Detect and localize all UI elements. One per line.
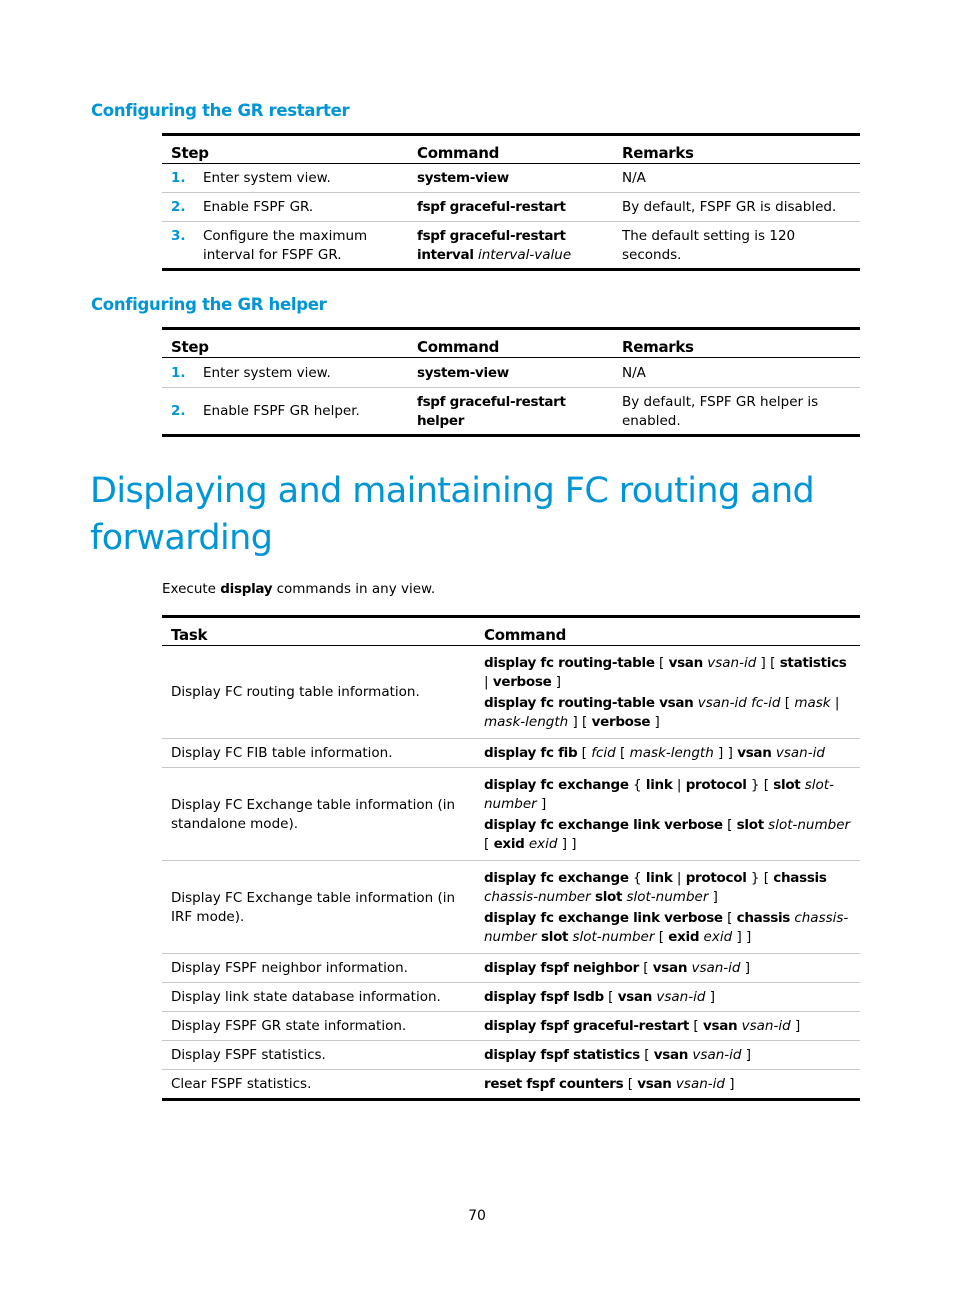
command-keyword: vsan [668,655,703,671]
intro-text: commands in any view. [272,581,436,597]
table-row [162,164,860,193]
chapter-title: Displaying and maintaining FC routing and forwarding [90,471,815,558]
command-keyword: display fc routing-table [484,655,655,671]
command-text: ] [551,673,562,690]
command-keyword: display fc routing-table vsan [484,695,694,711]
table-row [162,358,860,388]
command-keyword: link [645,870,673,886]
command-keyword: display fspf neighbor [484,960,639,977]
table-row [162,388,860,436]
table-row [162,768,860,861]
command-keyword: protocol [685,777,747,793]
task-cell: Display FC FIB table information. [162,739,475,768]
command-text: [ [484,835,494,852]
step-text: Configure the maximum interval for FSPF GR. [203,228,368,263]
command-argument: mask [794,695,831,711]
command-keyword: display fspf lsdb [484,989,604,1006]
column-header-step: Step [162,135,408,164]
command-keyword: slot [594,888,623,905]
command-keyword: display fc fib [484,745,578,762]
step-text: Enter system view. [203,170,331,187]
command-argument: vsan-id [775,745,825,762]
command-keyword: fspf graceful-restart [417,199,566,216]
command-text: ] [790,1018,801,1035]
command-cell [475,739,860,768]
command-keyword: vsan [637,1076,672,1092]
command-cell [475,861,860,954]
task-cell: Clear FSPF statistics. [171,1076,312,1092]
command-text: [ [577,745,592,762]
command-argument: slot-number [572,928,655,945]
command-argument: slot-number [768,817,851,833]
command-keyword: vsan [702,1018,738,1035]
step-cell [162,193,408,222]
task-cell: Display FC Exchange table information (in IRF mode). [162,861,475,954]
command-text: | [672,870,686,886]
step-cell [162,164,408,193]
task-cell: Display FC Exchange table information (in standalone mode). [162,768,475,861]
command-text: } [ [746,777,774,793]
command-keyword: display fspf graceful-restart [484,1018,690,1035]
command-keyword: protocol [685,870,747,886]
intro-text: Execute [162,581,221,597]
command-text: ] [536,795,547,812]
column-header-task: Task [162,617,475,646]
command-keyword: system-view [417,170,509,187]
task-cell: Display FSPF statistics. [162,1041,475,1070]
command-argument: mask-length [629,745,714,762]
command-text: ] ] [713,745,738,762]
intro-paragraph [162,581,435,597]
command-text: ] [740,960,751,977]
section-title-gr-helper: Configuring the GR helper [91,295,327,314]
command-cell [475,1070,860,1100]
command-cell [475,768,860,861]
command-keyword: chassis [736,910,791,926]
command-text: { [628,870,646,886]
table-row [162,193,860,222]
step-number: 3. [171,228,186,244]
command-text: [ [654,655,669,671]
gr-helper-table [162,327,860,437]
command-keyword: display fspf statistics [484,1047,640,1064]
command-cell [408,388,613,436]
display-commands-table [162,615,860,1101]
task-cell: Display FSPF GR state information. [162,1012,475,1041]
command-argument: slot-number [484,777,834,812]
command-text: { [628,777,646,793]
step-cell [162,358,408,388]
command-cell [475,646,860,739]
column-header-command: Command [408,329,613,358]
command-keyword: display fc exchange [484,870,629,886]
table-row [162,1070,860,1100]
command-cell [475,954,860,983]
column-header-remarks: Remarks [613,329,860,358]
command-text: ] [ [568,713,592,730]
table-row [162,1012,860,1041]
page-number: 70 [468,1208,486,1224]
intro-keyword: display [220,581,273,597]
column-header-command: Command [408,135,613,164]
command-cell [475,983,860,1012]
table-row [162,983,860,1012]
remarks-cell: By default, FSPF GR is disabled. [613,193,860,222]
command-keyword: exid [493,835,525,852]
table-row [162,739,860,768]
command-keyword: verbose [492,673,552,690]
command-argument: exid [528,835,558,852]
command-keyword: display fc exchange link verbose [484,817,723,833]
step-number: 1. [171,170,186,187]
command-argument: interval-value [477,246,572,263]
command-cell [475,1041,860,1070]
step-cell [162,388,408,436]
command-argument: vsan-id [656,989,706,1006]
command-keyword: chassis [773,870,827,886]
command-keyword: link [645,777,673,793]
command-text: ] [741,1047,752,1064]
command-keyword: vsan [617,989,653,1006]
command-argument: vsan-id [691,960,741,977]
command-keyword: verbose [591,713,651,730]
command-cell [408,164,613,193]
table-row [162,1041,860,1070]
step-text: Enter system view. [203,364,331,381]
command-keyword: vsan [653,1047,689,1064]
table-row [162,861,860,954]
command-text: ] [ [756,655,780,671]
command-keyword: slot [773,777,801,793]
command-text: [ [722,817,737,833]
step-text: Enable FSPF GR. [203,199,314,216]
task-cell: Display FC routing table information. [162,646,475,739]
command-text: | [484,673,493,690]
command-text: ] [708,888,718,905]
step-number: 1. [171,364,186,381]
command-text: [ [654,928,669,945]
command-argument: vsan-id [741,1018,791,1035]
command-keyword: fspf graceful-restart helper [417,394,566,429]
column-header-step: Step [162,329,408,358]
command-cell [408,193,613,222]
command-argument: exid [703,928,733,945]
section-title-gr-restarter: Configuring the GR restarter [91,101,350,120]
command-argument: vsan-id fc-id [697,695,781,711]
command-text: ] ] [557,835,577,852]
command-argument: vsan-id [707,655,757,671]
command-cell [408,358,613,388]
command-text: [ [780,695,795,711]
command-text: | [830,695,840,711]
command-text: ] [724,1076,735,1092]
table-row [162,646,860,739]
command-keyword: vsan [737,745,772,762]
command-keyword: system-view [417,364,509,381]
command-text: [ [638,960,653,977]
table-row [162,222,860,270]
command-keyword: reset fspf counters [484,1076,624,1092]
command-cell [408,222,613,270]
remarks-cell: By default, FSPF GR helper is enabled. [622,394,819,429]
command-keyword: exid [668,928,700,945]
command-keyword: statistics [779,655,847,671]
command-text: [ [615,745,630,762]
command-keyword: slot [541,928,569,945]
column-header-remarks: Remarks [613,135,860,164]
command-argument: vsan-id [692,1047,742,1064]
command-argument: fcid [591,745,616,762]
command-argument: chassis-number [484,910,849,945]
command-text: ] ] [732,928,752,945]
step-text: Enable FSPF GR helper. [203,403,360,420]
table-row [162,954,860,983]
command-text: [ [689,1018,703,1035]
command-text: ] [705,989,715,1006]
command-text: } [ [746,870,774,886]
task-cell: Display FSPF neighbor information. [162,954,475,983]
command-keyword: fspf graceful-restart interval [417,228,566,263]
command-argument: vsan-id [675,1076,725,1092]
command-keyword: display fc exchange link verbose [484,910,723,926]
command-argument: chassis-number [484,888,591,905]
command-argument: mask-length [484,713,569,730]
command-text: [ [603,989,618,1006]
command-cell [475,1012,860,1041]
step-number: 2. [171,199,186,216]
command-keyword: slot [736,817,764,833]
command-text: | [672,777,686,793]
column-header-command: Command [475,617,860,646]
remarks-cell: N/A [613,164,860,193]
step-cell [162,222,408,270]
remarks-cell: The default setting is 120 seconds. [622,228,796,263]
task-cell: Display link state database information. [162,983,475,1012]
gr-restarter-table [162,133,860,271]
step-number: 2. [171,403,186,420]
command-keyword: display fc exchange [484,777,629,793]
command-argument: slot-number [626,888,709,905]
command-keyword: vsan [652,960,688,977]
command-text: [ [623,1076,638,1092]
command-text: [ [639,1047,654,1064]
remarks-cell: N/A [613,358,860,388]
command-text: [ [722,910,737,926]
command-text: ] [650,713,660,730]
